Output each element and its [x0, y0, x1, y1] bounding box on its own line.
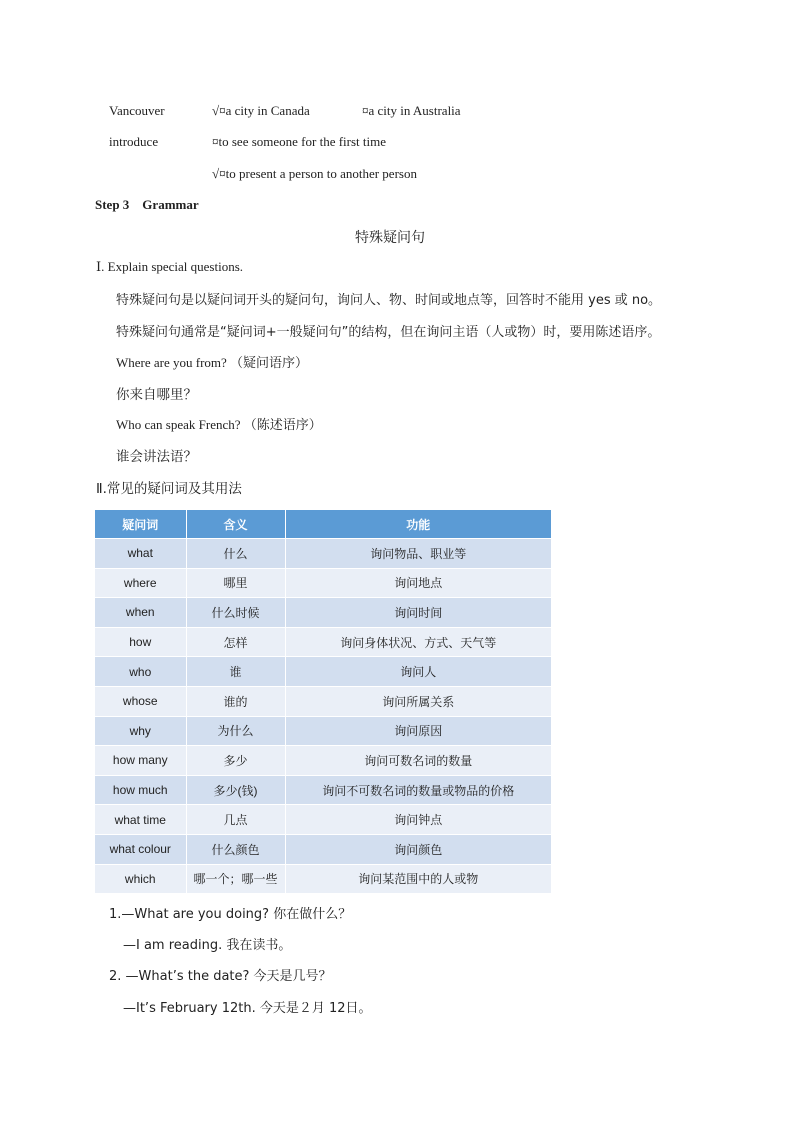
- part1-example-translation: 谁会讲法语？: [116, 449, 197, 465]
- table-cell: 谁的: [186, 686, 285, 716]
- table-cell: 什么时候: [186, 598, 285, 628]
- table-cell: 询问不可数名词的数量或物品的价格: [285, 775, 551, 805]
- part1-example: Who can speak French? （陈述语序）: [116, 417, 322, 432]
- table-cell: 哪里: [186, 568, 285, 598]
- vocab-option: ¤to see someone for the first time: [212, 134, 387, 149]
- part2-heading: Ⅱ.常见的疑问词及其用法: [96, 481, 242, 497]
- table-cell: how much: [95, 775, 186, 805]
- part1-heading: Ⅰ. Explain special questions.: [96, 259, 244, 274]
- table-row: [95, 539, 551, 569]
- table-cell: 什么颜色: [186, 834, 285, 864]
- table-row: [95, 805, 551, 835]
- part1-example-translation: 你来自哪里？: [116, 387, 197, 403]
- table-cell: where: [95, 568, 186, 598]
- vocab-option: ¤a city in Australia: [362, 103, 461, 118]
- table-cell: why: [95, 716, 186, 746]
- table-cell: which: [95, 864, 186, 893]
- example-question: 2. —What’s the date? 今天是几号？: [109, 969, 332, 984]
- table-cell: 什么: [186, 539, 285, 569]
- section-title: 特殊疑问句: [355, 230, 425, 246]
- table-cell: whose: [95, 686, 186, 716]
- table-header: 含义: [186, 510, 285, 539]
- table-cell: 询问人: [285, 657, 551, 687]
- table-row: [95, 686, 551, 716]
- table-header-row: [95, 510, 551, 539]
- table-cell: 询问原因: [285, 716, 551, 746]
- table-cell: 询问时间: [285, 598, 551, 628]
- table-cell: how: [95, 627, 186, 657]
- table-cell: 为什么: [186, 716, 285, 746]
- question-words-table: [95, 510, 551, 893]
- table-cell: what: [95, 539, 186, 569]
- table-cell: 询问可数名词的数量: [285, 746, 551, 776]
- part1-line: 特殊疑问句是以疑问词开头的疑问句，询问人、物、时间或地点等，回答时不能用 yes 或 no。: [116, 293, 662, 308]
- example-answer: —It’s February 12th. 今天是２月 12日。: [123, 1001, 372, 1016]
- step-heading: Step 3 Grammar: [95, 197, 199, 212]
- table-cell: 询问物品、职业等: [285, 539, 551, 569]
- vocab-option-checked: √¤a city in Canada: [212, 103, 310, 118]
- table-cell: 询问钟点: [285, 805, 551, 835]
- example-question: 1.—What are you doing? 你在做什么？: [109, 907, 352, 922]
- table-cell: 询问颜色: [285, 834, 551, 864]
- table-cell: 多少(钱): [186, 775, 285, 805]
- table-row: [95, 775, 551, 805]
- table-row: [95, 716, 551, 746]
- table-row: [95, 627, 551, 657]
- example-answer: —I am reading. 我在读书。: [123, 938, 292, 953]
- table-cell: what colour: [95, 834, 186, 864]
- table-cell: who: [95, 657, 186, 687]
- table-cell: 询问身体状况、方式、天气等: [285, 627, 551, 657]
- table-cell: 多少: [186, 746, 285, 776]
- vocab-word-vancouver: Vancouver: [109, 103, 165, 118]
- table-cell: 询问所属关系: [285, 686, 551, 716]
- table-cell: 询问某范围中的人或物: [285, 864, 551, 893]
- table-cell: what time: [95, 805, 186, 835]
- vocab-option-checked: √¤to present a person to another person: [212, 166, 417, 181]
- table-header: 疑问词: [95, 510, 186, 539]
- table-row: [95, 864, 551, 893]
- vocab-word-introduce: introduce: [109, 134, 159, 149]
- part1-line: 特殊疑问句通常是“疑问词+一般疑问句”的结构，但在询问主语（人或物）时，要用陈述语序。: [116, 325, 661, 340]
- table-cell: how many: [95, 746, 186, 776]
- table-cell: 怎样: [186, 627, 285, 657]
- table-cell: 谁: [186, 657, 285, 687]
- table-cell: when: [95, 598, 186, 628]
- table-row: [95, 657, 551, 687]
- table-header: 功能: [285, 510, 551, 539]
- table-cell: 询问地点: [285, 568, 551, 598]
- part1-example: Where are you from? （疑问语序）: [116, 355, 309, 370]
- table-cell: 哪一个；哪一些: [186, 864, 285, 893]
- table-row: [95, 834, 551, 864]
- table-cell: 几点: [186, 805, 285, 835]
- table-row: [95, 568, 551, 598]
- table-row: [95, 746, 551, 776]
- table-row: [95, 598, 551, 628]
